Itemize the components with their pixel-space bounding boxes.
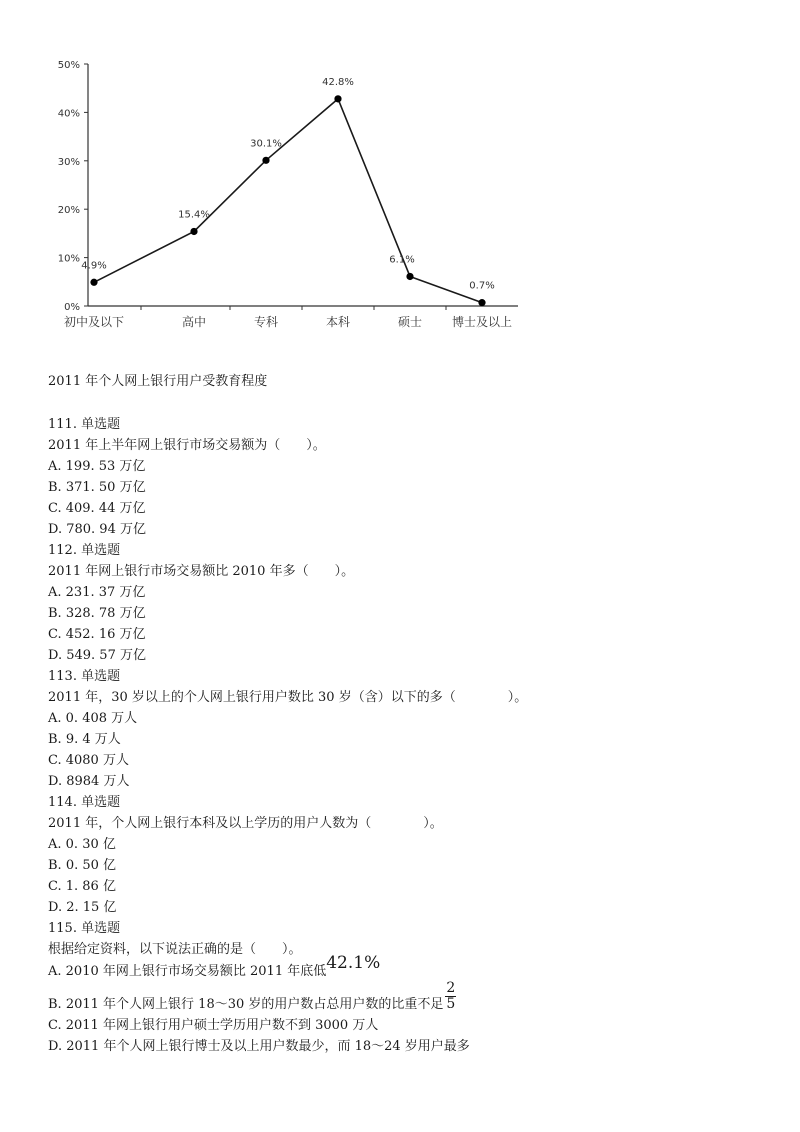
option-c: C. 452. 16 万亿: [48, 627, 146, 642]
option-a: A. 0. 408 万人: [48, 711, 138, 726]
x-category-label: 初中及以下: [63, 315, 125, 329]
option-d: D. 2011 年个人网上银行博士及以上用户数最少，而 18～24 岁用户最多: [48, 1039, 470, 1054]
question-stem: 2011 年上半年网上银行市场交易额为（ ）。: [48, 438, 326, 453]
question-stem: 根据给定资料，以下说法正确的是（ ）。: [48, 942, 302, 957]
question-113: [48, 666, 768, 792]
x-category-label: 博士及以上: [451, 315, 513, 329]
option-c: C. 409. 44 万亿: [48, 501, 146, 516]
option-c: C. 1. 86 亿: [48, 879, 116, 894]
question-title: 115. 单选题: [48, 921, 121, 936]
y-tick-label: 40%: [57, 108, 80, 120]
fraction: [445, 981, 456, 1012]
y-tick-label: 0%: [64, 302, 80, 313]
fraction-numerator: 2: [446, 980, 456, 996]
data-point: [478, 299, 485, 306]
question-title: 113. 单选题: [48, 669, 121, 684]
data-point: [90, 279, 97, 286]
education-line-chart: [40, 50, 540, 340]
option-a: A. 0. 30 亿: [48, 837, 116, 852]
option-d: D. 8984 万人: [48, 774, 130, 789]
data-label: 0.7%: [469, 280, 495, 292]
data-label: 6.1%: [389, 254, 415, 266]
option-b: B. 328. 78 万亿: [48, 606, 146, 621]
option-d: D. 780. 94 万亿: [48, 522, 146, 537]
question-115: [48, 918, 768, 1057]
option-d: D. 2. 15 亿: [48, 900, 117, 915]
option-a: A. 199. 53 万亿: [48, 459, 146, 474]
y-tick-label: 50%: [57, 60, 80, 71]
x-category-label: 硕士: [397, 315, 423, 329]
option-b-text: B. 2011 年个人网上银行 18～30 岁的用户数占总用户数的比重不足: [48, 997, 444, 1012]
data-label: 30.1%: [250, 138, 282, 150]
x-category-label: 高中: [181, 315, 207, 329]
option-b: [48, 980, 768, 1015]
option-d: D. 549. 57 万亿: [48, 648, 146, 663]
question-112: [48, 540, 768, 666]
option-b: B. 9. 4 万人: [48, 732, 121, 747]
question-stem: 2011 年，30 岁以上的个人网上银行用户数比 30 岁（含）以下的多（ ）。: [48, 690, 528, 705]
option-a: A. 231. 37 万亿: [48, 585, 146, 600]
option-b: B. 371. 50 万亿: [48, 480, 146, 495]
y-tick-label: 30%: [57, 156, 80, 168]
option-c: C. 4080 万人: [48, 753, 129, 768]
x-category-label: 专科: [253, 315, 279, 329]
data-point: [334, 95, 341, 102]
question-114: [48, 792, 768, 918]
question-stem: 2011 年网上银行市场交易额比 2010 年多（ ）。: [48, 564, 355, 579]
data-label: 15.4%: [178, 209, 210, 221]
y-tick-label: 20%: [57, 205, 80, 217]
option-c: C. 2011 年网上银行用户硕士学历用户数不到 3000 万人: [48, 1018, 379, 1033]
data-point: [262, 157, 269, 164]
option-a-math: 42.1%: [326, 953, 381, 973]
option-a-text: A. 2010 年网上银行市场交易额比 2011 年底低: [48, 964, 327, 979]
y-tick-label: 10%: [57, 253, 80, 265]
question-stem: 2011 年，个人网上银行本科及以上学历的用户人数为（ ）。: [48, 816, 443, 831]
series-line: [94, 99, 482, 303]
question-list: [48, 414, 768, 1057]
option-b: B. 0. 50 亿: [48, 858, 117, 873]
fraction-denominator: 5: [446, 996, 456, 1012]
data-label: 42.8%: [322, 76, 354, 88]
question-title: 112. 单选题: [48, 543, 121, 558]
data-label: 4.9%: [81, 260, 107, 272]
x-category-label: 本科: [325, 315, 351, 329]
chart-caption: 2011 年个人网上银行用户受教育程度: [48, 374, 268, 389]
option-a: [48, 953, 768, 983]
question-111: [48, 414, 768, 540]
question-title: 114. 单选题: [48, 795, 121, 810]
question-title: 111. 单选题: [48, 417, 121, 432]
data-point: [406, 273, 413, 280]
data-point: [190, 228, 197, 235]
